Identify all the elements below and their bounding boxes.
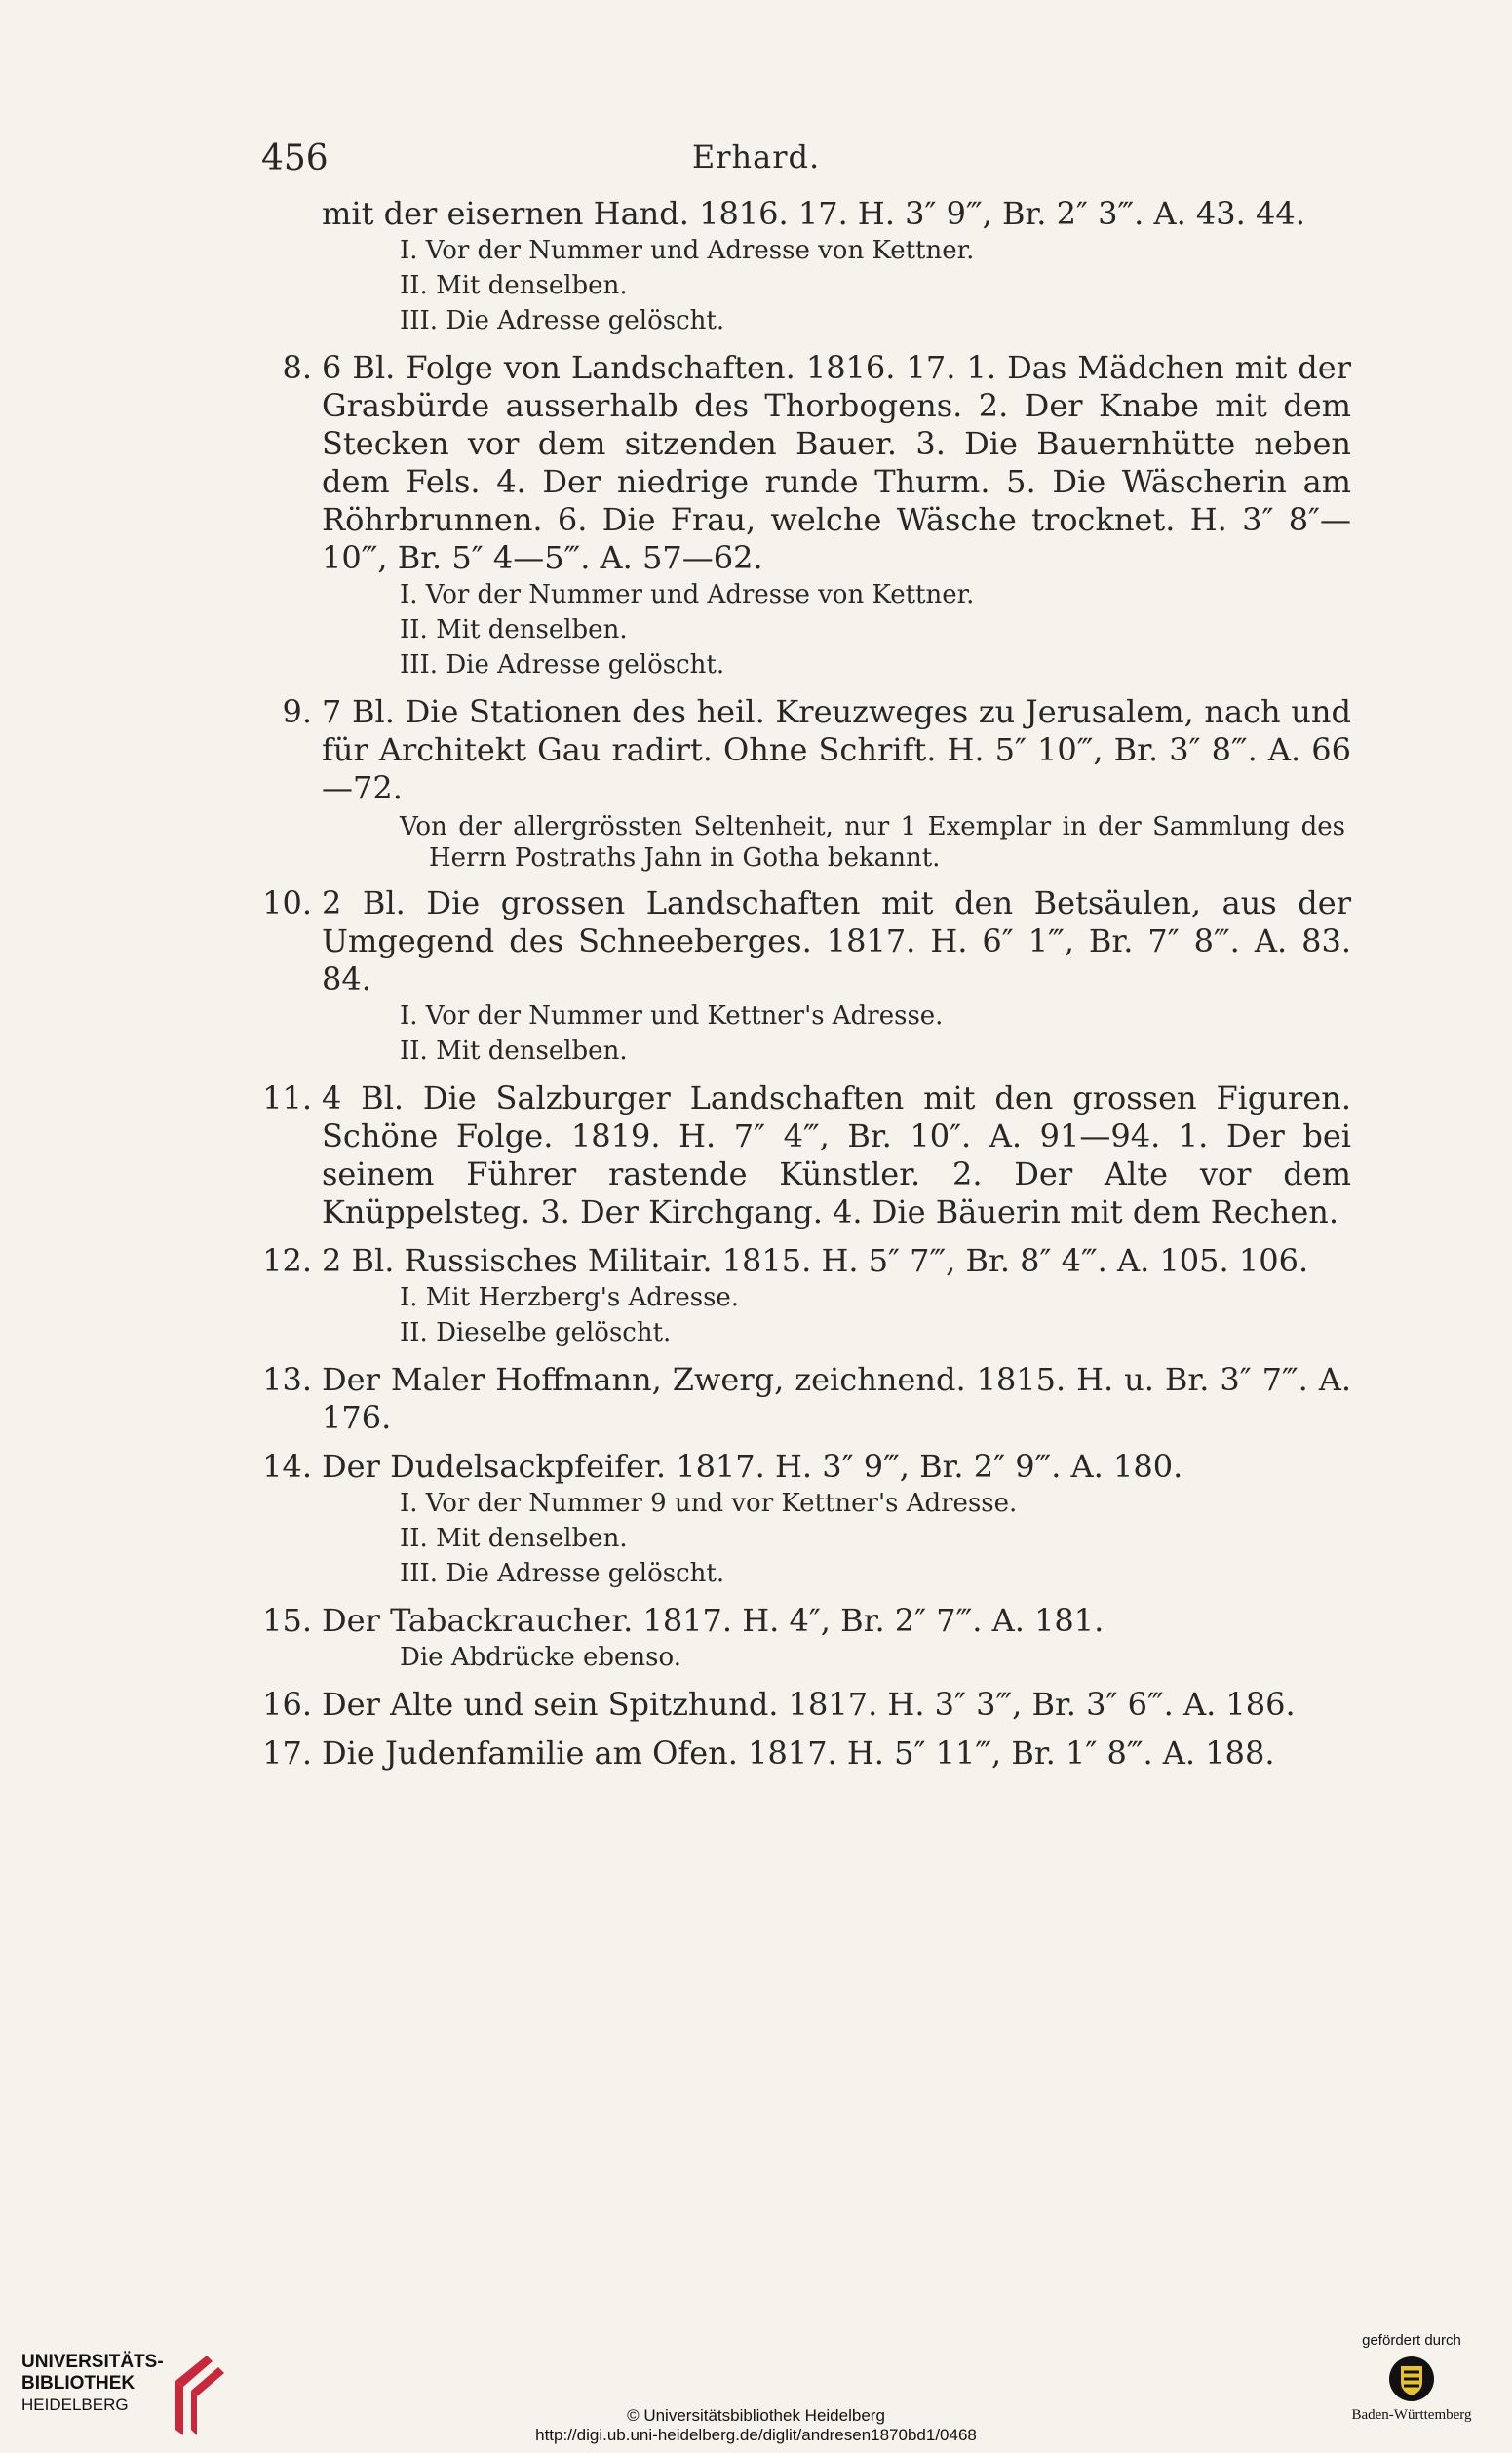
sponsor-block (1329, 2332, 1494, 2424)
state-line: III. Die Adresse gelöscht. (400, 306, 725, 335)
entry-number: 11. (262, 1079, 312, 1116)
entry-number: 16. (262, 1686, 312, 1723)
state-crest-icon (1387, 2355, 1436, 2403)
entry-text: Der Tabackraucher. 1817. H. 4″, Br. 2″ 7‴. A. 181. (322, 1602, 1105, 1639)
entry-text: Der Maler Hoffmann, Zwerg, zeichnend. 1815. H. u. Br. 3″ 7‴. A. 176. (322, 1361, 1351, 1436)
catalogue-entry (255, 1448, 1351, 1591)
entry-text: 2 Bl. Die grossen Landschaften mit den Betsäulen, aus der Umgegend des Schneeberges. 1817. H. 6″ 1‴, Br. 7″ 8‴. A. 83. 84. (322, 884, 1351, 997)
entry-text: Die Judenfamilie am Ofen. 1817. H. 5″ 11‴, Br. 1″ 8‴. A. 188. (322, 1734, 1275, 1772)
copyright-text: © Universitätsbibliothek Heidelberg (627, 2406, 885, 2425)
state-line: II. Dieselbe gelöscht. (400, 1318, 672, 1347)
source-url[interactable]: http://digi.ub.uni-heidelberg.de/diglit/andresen1870bd1/0468 (535, 2426, 977, 2444)
entry-text: 4 Bl. Die Salzburger Landschaften mit den grossen Figuren. Schöne Folge. 1819. H. 7″ 4‴, Br. 10″. A. 91—94. 1. Der bei seinem Führer rastende Künstler. 2. Der Alte vor dem Knüppelsteg. 3. Der Kirchgang. 4. Die Bäuerin mit dem Rechen. (322, 1079, 1351, 1230)
catalogue-entry (255, 1602, 1351, 1675)
catalogue-entry-continued (255, 195, 1351, 338)
library-name-line1: UNIVERSITÄTS- (21, 2352, 164, 2372)
entry-text: Der Dudelsackpfeifer. 1817. H. 3″ 9‴, Br. 2″ 9‴. A. 180. (322, 1448, 1183, 1485)
entry-number: 15. (262, 1602, 312, 1639)
entry-text: mit der eisernen Hand. 1816. 17. H. 3″ 9‴, Br. 2″ 3‴. A. 43. 44. (322, 195, 1305, 232)
catalogue-entry (255, 1686, 1351, 1724)
entry-number: 14. (262, 1448, 312, 1485)
entry-list (255, 349, 1351, 1772)
entry-number: 12. (262, 1242, 312, 1279)
entry-text: 7 Bl. Die Stationen des heil. Kreuzweges zu Jerusalem, nach und für Architekt Gau radirt. Ohne Schrift. H. 5″ 10‴, Br. 3″ 8‴. A. 66—72. (322, 693, 1351, 806)
catalogue-entry (255, 1734, 1351, 1772)
state-line: II. Mit denselben. (400, 1036, 628, 1066)
state-line: III. Die Adresse gelöscht. (400, 650, 725, 680)
entry-number: 8. (282, 349, 312, 386)
catalogue-entry (255, 884, 1351, 1069)
entry-number: 13. (262, 1361, 312, 1398)
state-line: III. Die Adresse gelöscht. (400, 1559, 725, 1588)
entry-number: 9. (282, 693, 312, 730)
entry-note: Von der allergrössten Seltenheit, nur 1 Exemplar in der Sammlung des Herrn Postraths Jahn in Gotha bekannt. (400, 812, 1345, 873)
library-name-line2: BIBLIOTHEK (21, 2373, 136, 2394)
entry-text: Der Alte und sein Spitzhund. 1817. H. 3″ 3‴, Br. 3″ 6‴. A. 186. (322, 1686, 1296, 1723)
catalogue-entry (255, 349, 1351, 682)
library-name-line3: HEIDELBERG (21, 2395, 129, 2414)
state-line: II. Mit denselben. (400, 1524, 628, 1553)
state-line: I. Mit Herzberg's Adresse. (400, 1283, 740, 1312)
catalogue-entry (255, 693, 1351, 874)
state-line: II. Mit denselben. (400, 615, 628, 644)
entry-text: 2 Bl. Russisches Militair. 1815. H. 5″ 7‴, Br. 8″ 4‴. A. 105. 106. (322, 1242, 1309, 1279)
catalogue-body (255, 195, 1351, 1783)
state-line: I. Vor der Nummer 9 und vor Kettner's Adresse. (400, 1489, 1018, 1518)
state-line: I. Vor der Nummer und Kettner's Adresse. (400, 1001, 944, 1031)
page-number: 456 (261, 138, 329, 178)
entry-number: 17. (262, 1734, 312, 1772)
catalogue-entry (255, 1079, 1351, 1231)
catalogue-entry (255, 1361, 1351, 1437)
running-head: Erhard. (691, 138, 821, 175)
state-line: Die Abdrücke ebenso. (400, 1643, 681, 1672)
sponsor-label: gefördert durch (1362, 2332, 1461, 2349)
entry-number: 10. (262, 884, 312, 921)
state-line: II. Mit denselben. (400, 271, 628, 300)
footer (0, 2313, 1512, 2453)
catalogue-entry (255, 1242, 1351, 1350)
copyright-block (0, 2406, 1512, 2445)
entry-text: 6 Bl. Folge von Landschaften. 1816. 17. 1. Das Mädchen mit der Grasbürde ausserhalb des Thorbogens. 2. Der Knabe mit dem Stecken vor dem sitzenden Bauer. 3. Die Bauernhütte neben dem Fels. 4. Der niedrige runde Thurm. 5. Die Wäscherin am Röhrbrunnen. 6. Die Frau, welche Wäsche trocknet. H. 3″ 8″—10‴, Br. 5″ 4—5‴. A. 57—62. (322, 349, 1351, 576)
state-line: I. Vor der Nummer und Adresse von Kettner. (400, 580, 975, 609)
sponsor-name: Baden-Württemberg (1351, 2407, 1472, 2423)
state-line: I. Vor der Nummer und Adresse von Kettner. (400, 236, 975, 265)
